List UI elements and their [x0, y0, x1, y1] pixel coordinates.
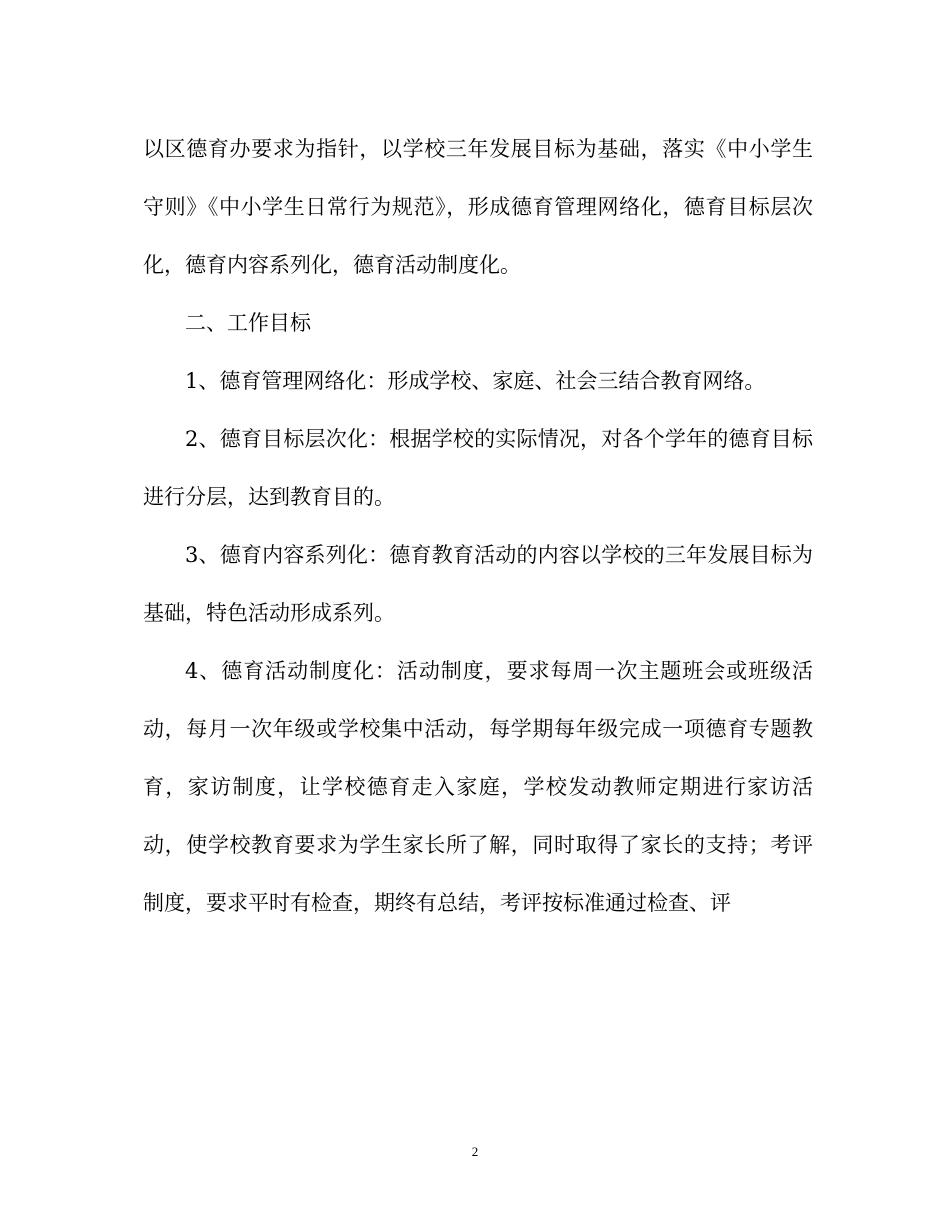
section-heading-work-goals: 二、工作目标	[185, 311, 311, 335]
paragraph-goal-1: 1、德育管理网络化：形成学校、家庭、社会三结合教育网络。	[185, 369, 766, 393]
paragraph-intro: 以区德育办要求为指针，以学校三年发展目标为基础，落实《中小学生守则》《中小学生日常行为规范》，形成德育管理网络化，德育目标层次化，德育内容系列化，德育活动制度化。	[143, 137, 813, 277]
document-body	[143, 120, 813, 932]
paragraph-goal-3: 3、德育内容系列化：德育教育活动的内容以学校的三年发展目标为基础，特色活动形成系列。	[143, 543, 813, 625]
paragraph-goal-4: 4、德育活动制度化：活动制度，要求每周一次主题班会或班级活动，每月一次年级或学校集中活动，每学期每年级完成一项德育专题教育，家访制度，让学校德育走入家庭，学校发动教师定期进行家访活动，使学校教育要求为学生家长所了解，同时取得了家长的支持；考评制度，要求平时有检查，期终有总结，考评按标准通过检查、评	[143, 659, 813, 915]
page-number: 2	[471, 1144, 479, 1159]
paragraph-goal-2: 2、德育目标层次化：根据学校的实际情况，对各个学年的德育目标进行分层，达到教育目的。	[143, 427, 813, 509]
